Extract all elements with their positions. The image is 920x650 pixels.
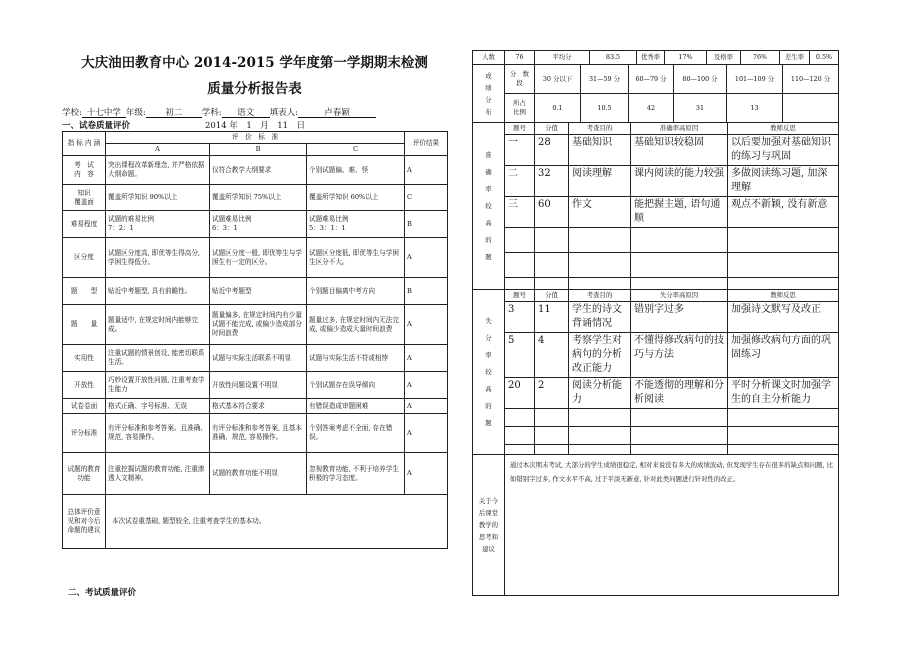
row-b: 覆盖所学知识 75%以上 <box>210 185 307 211</box>
table-row <box>63 185 448 211</box>
row-c: 个别试题偏、难、怪 <box>307 156 405 185</box>
pass-value: 76% <box>741 51 780 65</box>
row-aim: 学生的诗文背诵情况 <box>569 302 631 333</box>
table-row <box>63 278 448 305</box>
high-side-label <box>473 123 505 290</box>
segment-cell: 60—79 分 <box>629 65 674 94</box>
segment-cell: 31—59 分 <box>581 65 629 94</box>
row-b: 题量偏多, 在规定时间内有少量试题不能完成, 或偏少造成部分时间浪费 <box>210 305 307 345</box>
empty-row <box>473 228 839 253</box>
row-a: 注重挖掘试题的教育功能, 注重渗透人文精神。 <box>106 453 210 495</box>
row-c: 试题区分度低, 即优等生与学困生区分不大。 <box>307 238 405 278</box>
row-score: 28 <box>535 135 569 166</box>
row-result: A <box>405 414 448 453</box>
row-a: 贴近中考题型, 具有前瞻性。 <box>106 278 210 305</box>
subject-label: 学科: <box>201 108 222 118</box>
table-row <box>63 399 448 414</box>
row-name: 知识 覆盖面 <box>63 185 106 211</box>
header-c: C <box>307 144 405 156</box>
school-label: 学校: <box>62 108 82 118</box>
row-aim: 阅读分析能力 <box>569 378 631 409</box>
empty-row <box>473 253 839 278</box>
table-row <box>473 166 839 197</box>
empty-row <box>473 278 839 290</box>
excellent-value: 17% <box>665 51 707 65</box>
table-row <box>63 211 448 238</box>
distribution-side-label <box>473 65 505 123</box>
row-no: 三 <box>505 197 535 228</box>
header-score: 分值 <box>535 290 569 302</box>
advice-text: 通过本次期末考试, 大部分的学生成绩很稳定, 相对来说没有多大的成绩波动, 但发现学生存在很多的缺点和问题, 比如错别字过多, 作文水平不高, 过于平淡无新意, 针对此类问题进行针对性的改正。 <box>505 455 839 596</box>
empty-row <box>473 427 839 445</box>
ratio-cell: 10.5 <box>581 94 629 123</box>
low-side-label <box>473 290 505 455</box>
row-result: A <box>405 305 448 345</box>
header-aim: 考查目的 <box>569 123 631 135</box>
avg-value: 83.5 <box>590 51 637 65</box>
row-a: 格式正确、字号标准、无误 <box>106 399 210 414</box>
row-c: 覆盖所学知识 60%以上 <box>307 185 405 211</box>
stats-row <box>473 51 839 65</box>
report-subtitle: 质量分析报告表 <box>207 81 302 97</box>
row-b: 试题区分度一般, 即优等生与学困生有一定的区分。 <box>210 238 307 278</box>
row-result: A <box>405 372 448 399</box>
row-b: 试题的教育功能不明显 <box>210 453 307 495</box>
row-b: 开放性问题设置不明显 <box>210 372 307 399</box>
row-reason: 不懂得修改病句的技巧与方法 <box>631 333 728 378</box>
ratio-cell: 31 <box>674 94 727 123</box>
row-name: 实用性 <box>63 345 106 372</box>
distribution-side-text: 成绩分布 <box>485 71 492 116</box>
row-b: 有评分标准和参考答案, 且基本准确、规范, 容易操作。 <box>210 414 307 453</box>
header-aim: 考查目的 <box>569 290 631 302</box>
table-row <box>473 302 839 333</box>
row-no: 3 <box>505 302 535 333</box>
avg-label: 平均分 <box>535 51 590 65</box>
header-criteria: 评 价 标 准 <box>106 132 405 144</box>
row-b: 仅符合教学大纲要求 <box>210 156 307 185</box>
left-page <box>62 50 447 549</box>
row-result: B <box>405 211 448 238</box>
row-name: 试卷卷面 <box>63 399 106 414</box>
header-no: 题号 <box>505 290 535 302</box>
low-accuracy-table <box>472 289 839 455</box>
row-a: 巧妙设置开放性问题, 注重考查学生能力 <box>106 372 210 399</box>
row-result: B <box>405 278 448 305</box>
table-row <box>473 135 839 166</box>
segment-cell: 30 分以下 <box>535 65 581 94</box>
row-b: 贴近中考题型 <box>210 278 307 305</box>
paper-quality-table <box>62 131 448 549</box>
row-no: 二 <box>505 166 535 197</box>
header-reason: 失分率高原因 <box>631 290 728 302</box>
school-value: 十七中学 <box>82 106 126 118</box>
table-row <box>63 305 448 345</box>
row-name: 开放性 <box>63 372 106 399</box>
row-score: 4 <box>535 333 569 378</box>
row-result: A <box>405 453 448 495</box>
header-a: A <box>106 144 210 156</box>
header-no: 题号 <box>505 123 535 135</box>
table-row <box>63 238 448 278</box>
row-c: 个别题目偏离中考方向 <box>307 278 405 305</box>
filler-label: 填表人: <box>269 108 298 118</box>
report-meta <box>62 104 447 118</box>
table-row <box>63 345 448 372</box>
advice-side-label <box>473 455 505 596</box>
row-reflect: 加强修改病句方面的巩固练习 <box>728 333 839 378</box>
table-row <box>63 414 448 453</box>
row-b: 格式基本符合要求 <box>210 399 307 414</box>
segment-cell: 110—120 分 <box>783 65 839 94</box>
empty-row <box>473 445 839 455</box>
row-a: 覆盖所学知识 90%以上 <box>106 185 210 211</box>
ratio-cell: 42 <box>629 94 674 123</box>
header-score: 分值 <box>535 123 569 135</box>
table-row <box>473 378 839 409</box>
ratio-cell <box>783 94 839 123</box>
poor-label: 差生率 <box>780 51 810 65</box>
grade-label: 年级: <box>125 108 146 118</box>
row-c: 忽视教育功能, 不利于培养学生积极的学习态度。 <box>307 453 405 495</box>
row-reflect: 多做阅读练习题, 加深理解 <box>728 166 839 197</box>
grade-value: 初二 <box>146 106 202 118</box>
row-a: 突出课程改革新理念, 并严格依据大纲命题。 <box>106 156 210 185</box>
header-b: B <box>210 144 307 156</box>
ratio-cell: 13 <box>727 94 783 123</box>
row-a: 题量适中, 在规定时间内能够完成。 <box>106 305 210 345</box>
high-side-text: 准确率较高的题 <box>485 150 492 261</box>
segment-cell: 101—109 分 <box>727 65 783 94</box>
row-reflect: 观点不新颖, 没有新意 <box>728 197 839 228</box>
header-reflect: 教师反思 <box>728 123 839 135</box>
header-reason: 准确率高原因 <box>631 123 728 135</box>
report-date: 2014 年 1 月 11 日 <box>205 120 306 131</box>
right-page <box>472 50 838 596</box>
summary-text: 本次试卷重基础, 题型较全, 注重考查学生的基本功。 <box>106 495 448 549</box>
row-no: 一 <box>505 135 535 166</box>
row-reason: 课内阅读的能力较强 <box>631 166 728 197</box>
row-result: C <box>405 185 448 211</box>
row-score: 11 <box>535 302 569 333</box>
row-aim: 基础知识 <box>569 135 631 166</box>
summary-row <box>63 495 448 549</box>
report-title: 大庆油田教育中心 2014-2015 学年度第一学期期末检测 <box>81 55 428 71</box>
row-name: 题 量 <box>63 305 106 345</box>
row-name: 评分标准 <box>63 414 106 453</box>
row-reason: 错别字过多 <box>631 302 728 333</box>
row-a: 试题的难易比例 7：2：1 <box>106 211 210 238</box>
advice-side-text: 关于今后课堂教学的思考和建议 <box>478 497 499 553</box>
empty-row <box>473 409 839 427</box>
header-reflect: 教师反思 <box>728 290 839 302</box>
row-reason: 能把握主题, 语句通顺 <box>631 197 728 228</box>
high-accuracy-table <box>472 122 839 290</box>
section-1-title: 一、试卷质量评价 <box>62 120 131 131</box>
section-1-heading <box>62 118 447 131</box>
row-b: 试题与实际生活联系不明显 <box>210 345 307 372</box>
row-c: 有错误造成审题困难 <box>307 399 405 414</box>
excellent-label: 优秀率 <box>637 51 665 65</box>
row-no: 5 <box>505 333 535 378</box>
table-row <box>63 372 448 399</box>
row-score: 60 <box>535 197 569 228</box>
row-c: 个别答案考虑不全面, 存在错误。 <box>307 414 405 453</box>
table-row <box>63 156 448 185</box>
row-a: 有评分标准和参考答案。且准确、规范, 容易操作。 <box>106 414 210 453</box>
poor-value: 0.5% <box>810 51 839 65</box>
subject-value: 语文 <box>222 106 270 118</box>
header-result: 评价结果 <box>405 132 448 156</box>
row-name: 难易程度 <box>63 211 106 238</box>
table-row <box>473 333 839 378</box>
row-reflect: 加强诗文默写及改正 <box>728 302 839 333</box>
row-aim: 考察学生对病句的分析改正能力 <box>569 333 631 378</box>
row-reflect: 平时分析课文时加强学生的自主分析能力 <box>728 378 839 409</box>
row-score: 32 <box>535 166 569 197</box>
row-name: 区分度 <box>63 238 106 278</box>
row-name: 考 试 内 容 <box>63 156 106 185</box>
row-a: 注重试题的情景创设, 能密切联系生活。 <box>106 345 210 372</box>
row-name: 试题的教育功能 <box>63 453 106 495</box>
row-reason: 基础知识较稳固 <box>631 135 728 166</box>
ratio-label: 所占 比例 <box>505 94 535 123</box>
row-c: 个别试题存在误导倾向 <box>307 372 405 399</box>
segment-cell: 80—100 分 <box>674 65 727 94</box>
summary-label: 总体评价意见和对今后命题的建议 <box>63 495 106 549</box>
row-c: 题量过多, 在规定时间内无法完成, 或偏少造成大量时间浪费 <box>307 305 405 345</box>
row-result: A <box>405 238 448 278</box>
row-score: 2 <box>535 378 569 409</box>
row-no: 20 <box>505 378 535 409</box>
row-reason: 不能透彻的理解和分析阅读 <box>631 378 728 409</box>
section-2-title: 二、考试质量评价 <box>68 588 137 598</box>
row-c: 试题与实际生活不符或相悖 <box>307 345 405 372</box>
people-label: 人数 <box>473 51 505 65</box>
header-indicator: 指 标 内 涵 <box>63 132 106 156</box>
row-b: 试题难易比例 6：3：1 <box>210 211 307 238</box>
segment-label: 分 数 段 <box>505 65 535 94</box>
filler-value: 卢春颖 <box>298 106 376 118</box>
row-a: 试题区分度高, 即优等生得高分, 学困生得低分。 <box>106 238 210 278</box>
row-name: 题 型 <box>63 278 106 305</box>
pass-label: 及格率 <box>707 51 741 65</box>
row-aim: 作文 <box>569 197 631 228</box>
row-result: A <box>405 345 448 372</box>
table-row <box>473 197 839 228</box>
row-c: 试题难易比例 5：3：1：1 <box>307 211 405 238</box>
score-distribution-table <box>472 64 839 123</box>
people-value: 76 <box>505 51 535 65</box>
ratio-cell: 0.1 <box>535 94 581 123</box>
row-result: A <box>405 399 448 414</box>
score-stats-table <box>472 50 839 65</box>
advice-table <box>472 454 839 596</box>
table-row <box>63 453 448 495</box>
row-reflect: 以后要加强对基础知识的练习与巩固 <box>728 135 839 166</box>
low-side-text: 失分率较高的题 <box>485 316 492 427</box>
row-aim: 阅读理解 <box>569 166 631 197</box>
row-result: A <box>405 156 448 185</box>
